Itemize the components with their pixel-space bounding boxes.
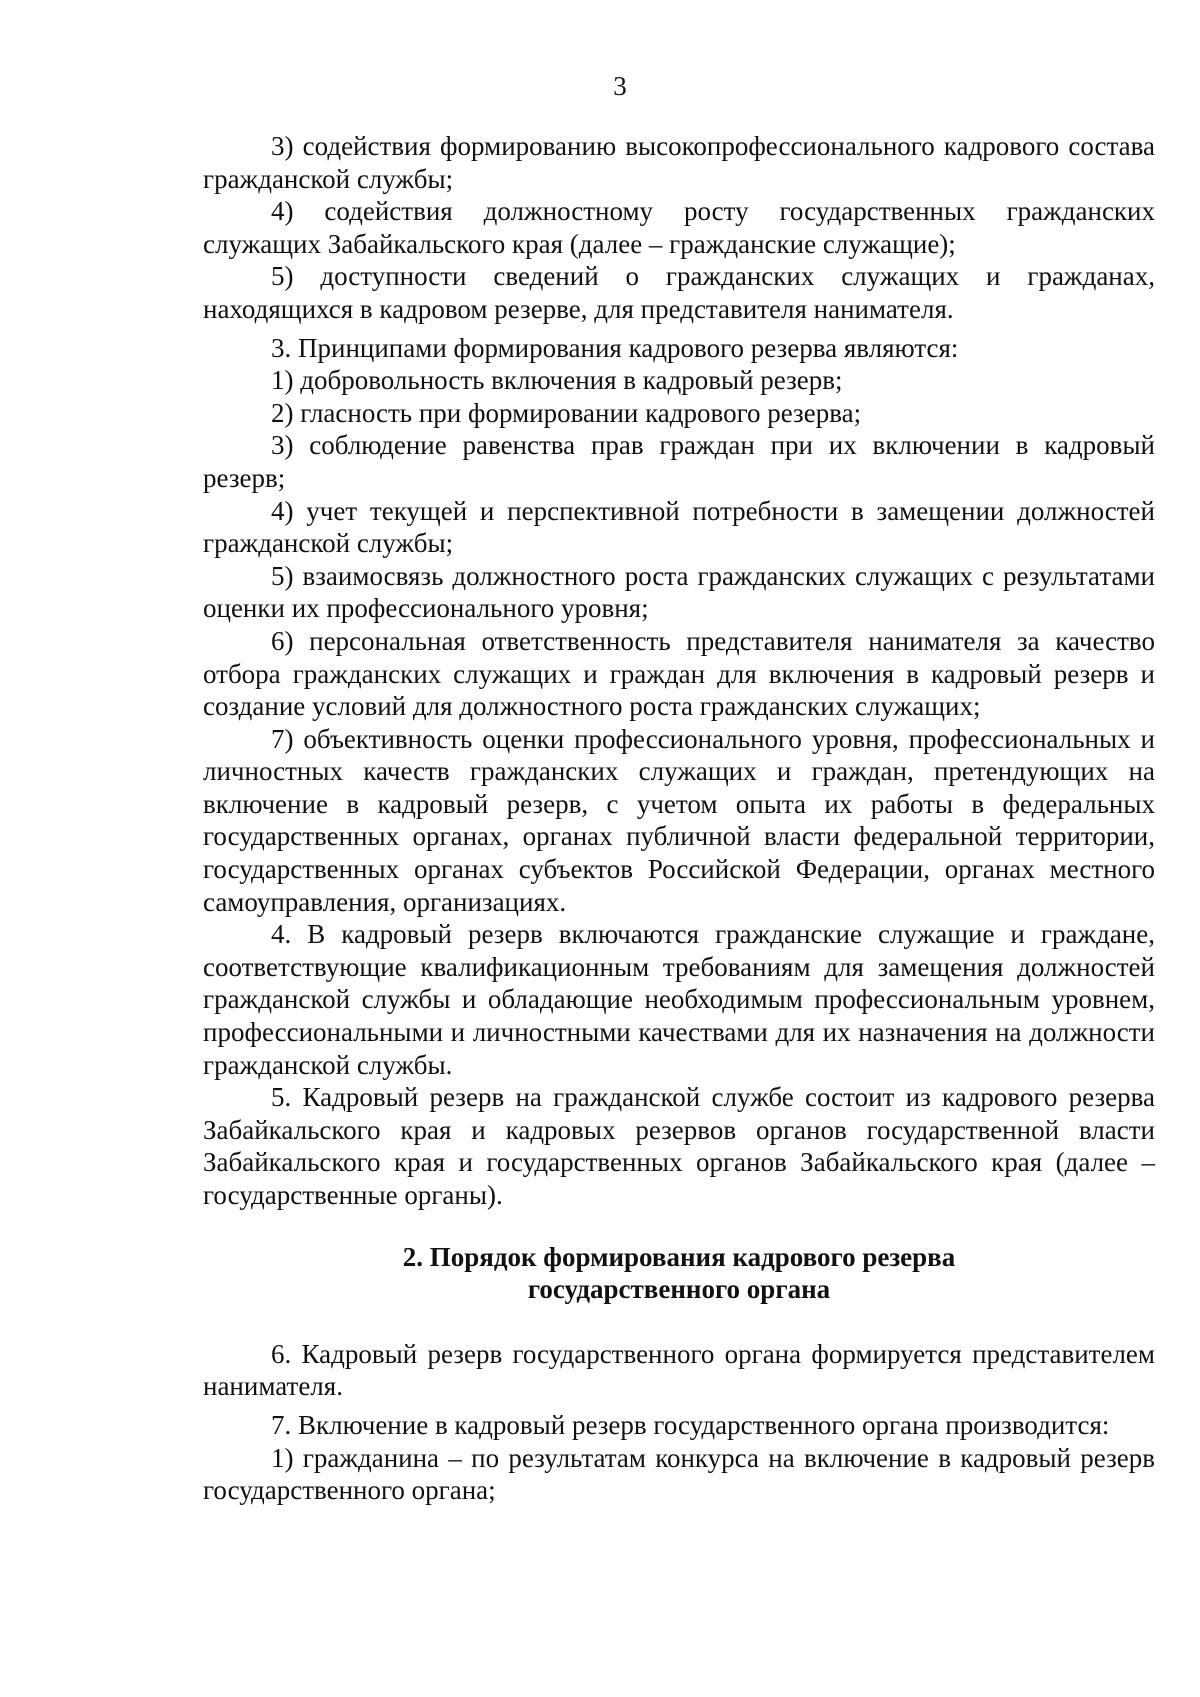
list-item: 7) объективность оценки профессионального уровня, профессиональных и личностных качеств гражданских служащих и граждан, претендующих на включение в кадровый резерв, с учетом опыта их работы в федеральных государственных органах, органах публичной власти федеральной территории, государственных органах субъектов Российской Федерации, органах местного самоуправления, организациях. [203,723,1155,917]
list-item: 2) гласность при формировании кадрового резерва; [271,397,862,428]
document-body [203,130,1155,1507]
section-heading [203,1241,1155,1306]
paragraph: 5) доступности сведений о гражданских служащих и гражданах, находящихся в кадровом резерве, для представителя нанимателя. [203,261,1155,324]
page-number: 3 [613,71,627,101]
list-item: 1) гражданина – по результатам конкурса на включение в кадровый резерв государственного органа; [203,1442,1155,1506]
paragraph: 3) содействия формированию высокопрофессионального кадрового состава гражданской службы; [203,131,1155,194]
paragraph: 6. Кадровый резерв государственного органа формируется представителем нанимателя. [203,1338,1155,1402]
paragraph: 5. Кадровый резерв на гражданской службе состоит из кадрового резерва Забайкальского края и кадровых резервов органов государственной власти Забайкальского края и государственных органов Забайкальского края (далее – государственные органы). [203,1082,1155,1210]
paragraph: 3. Принципами формирования кадрового резерва являются: [271,332,959,363]
list-item: 6) персональная ответственность представителя нанимателя за качество отбора гражданских служащих и граждан для включения в кадровый резерв и создание условий для должностного роста гражданских служащих; [203,625,1155,722]
section-heading-line: государственного органа [527,1274,831,1305]
section-heading-line: 2. Порядок формирования кадрового резерва [402,1241,956,1272]
list-item: 4) учет текущей и перспективной потребности в замещении должностей гражданской службы; [203,495,1155,559]
paragraph: 7. Включение в кадровый резерв государственного органа производится: [271,1409,1110,1440]
list-item: 1) добровольность включения в кадровый резерв; [271,365,843,396]
list-item: 3) соблюдение равенства прав граждан при их включении в кадровый резерв; [203,430,1155,493]
list-item: 5) взаимосвязь должностного роста гражданских служащих с результатами оценки их профессионального уровня; [203,560,1155,624]
paragraph: 4. В кадровый резерв включаются гражданские служащие и граждане, соответствующие квалификационным требованиям для замещения должностей гражданской службы и обладающие необходимым профессиональным уровнем, профессиональными и личностными качествами для их назначения на должности гражданской службы. [203,919,1155,1080]
paragraph: 4) содействия должностному росту государственных гражданских служащих Забайкальского края (далее – гражданские служащие); [203,196,1155,259]
